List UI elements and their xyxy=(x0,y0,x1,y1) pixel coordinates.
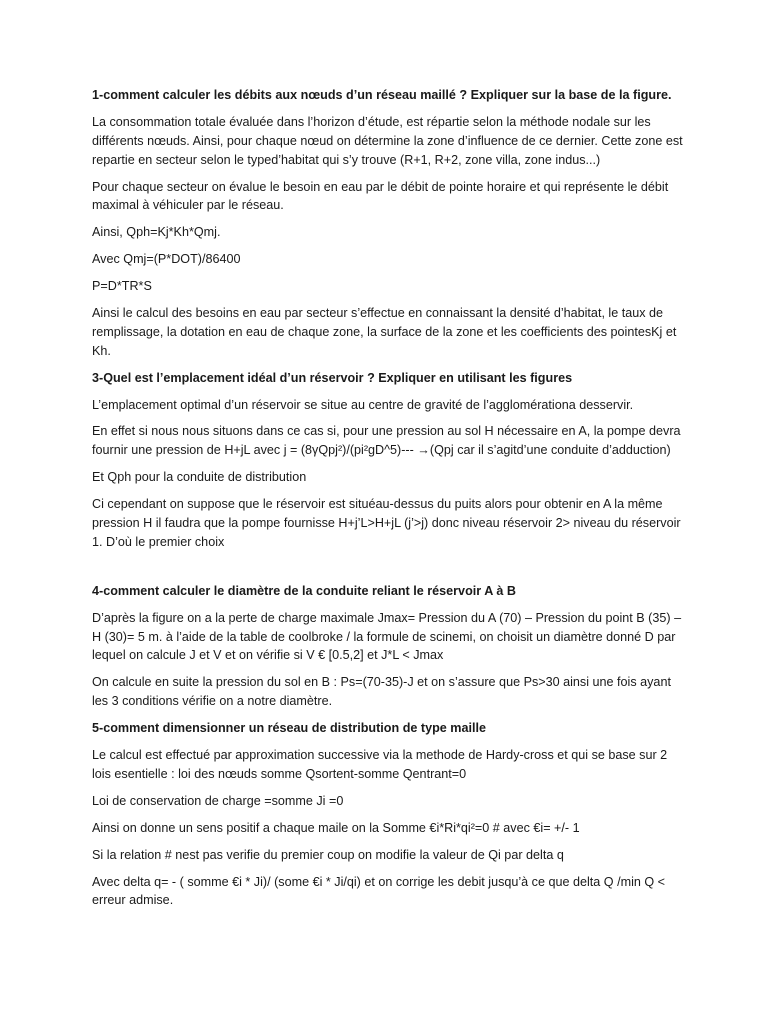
formula-qph: Ainsi, Qph=Kj*Kh*Qmj. xyxy=(92,225,221,240)
question-5-paragraph: Loi de conservation de charge =somme Ji =0 xyxy=(92,793,344,808)
question-3-paragraph: En effet si nous nous situons dans ce cas si, pour une pression au sol H nécessaire en A, la pompe devra fournir une pression de H+jL avec j = (8γQpj²)/(pi²gD^5)--- →(Qpj car il s’agitd’une conduite d’adduction) xyxy=(92,424,681,458)
question-3-paragraph: L’emplacement optimal d’un réservoir se situe au centre de gravité de l’agglomérationa desservir. xyxy=(92,397,634,412)
question-4-title: 4-comment calculer le diamètre de la conduite reliant le réservoir A à B xyxy=(92,583,516,598)
question-3-title: 3-Quel est l’emplacement idéal d’un réservoir ? Expliquer en utilisant les figures xyxy=(92,370,573,385)
question-5-title: 5-comment dimensionner un réseau de distribution de type maille xyxy=(92,721,486,736)
question-1-paragraph: Ainsi le calcul des besoins en eau par secteur s’effectue en connaissant la densité d’habitat, le taux de remplissage, la dotation en eau de chaque zone, la surface de la zone et les coefficients des pointesKj et Kh. xyxy=(92,306,677,358)
question-3-paragraph: Et Qph pour la conduite de distribution xyxy=(92,470,307,485)
question-5-paragraph: Avec delta q= - ( somme €i * Ji)/ (some €i * Ji/qi) et on corrige les debit jusqu’à ce que delta Q /min Q < erreur admise. xyxy=(92,874,666,908)
formula-qmj: Avec Qmj=(P*DOT)/86400 xyxy=(92,252,241,267)
question-4-paragraph: On calcule en suite la pression du sol en B : Ps=(70-35)-J et on s’assure que Ps>30 ainsi une fois ayant les 3 conditions vérifie on a notre diamètre. xyxy=(92,675,671,709)
question-5-paragraph: Ainsi on donne un sens positif a chaque maile on la Somme €i*Ri*qi²=0 # avec €i= +/- 1 xyxy=(92,820,580,835)
question-1-paragraph: Pour chaque secteur on évalue le besoin en eau par le débit de pointe horaire et qui représente le débit maximal à véhiculer par le réseau. xyxy=(92,179,669,213)
section-spacer xyxy=(92,560,686,582)
question-5-paragraph: Le calcul est effectué par approximation successive via la methode de Hardy-cross et qui se base sur 2 lois esentielle : loi des nœuds somme Qsortent-somme Qentrant=0 xyxy=(92,748,668,781)
question-1-title: 1-comment calculer les débits aux nœuds d’un réseau maillé ? Expliquer sur la base de la figure. xyxy=(92,88,672,102)
question-5-paragraph: Si la relation # nest pas verifie du premier coup on modifie la valeur de Qi par delta q xyxy=(92,847,564,862)
question-4-paragraph: D’après la figure on a la perte de charge maximale Jmax= Pression du A (70) – Pression du point B (35) – H (30)= 5 m. à l’aide de la table de coolbroke / la formule de scinemi, on choisit un diamètre donné D par lequel on calcule J et V et on vérifie si V € [0.5,2] et J*L < Jmax xyxy=(92,610,682,663)
formula-p: P=D*TR*S xyxy=(92,279,152,294)
question-3-paragraph: Ci cependant on suppose que le réservoir est situéau-dessus du puits alors pour obtenir en A la même pression H il faudra que la pompe fournisse H+j’L>H+jL (j’>j) donc niveau réservoir 2> niveau du réservoir 1. D’où le premier choix xyxy=(92,497,681,549)
question-1-paragraph: La consommation totale évaluée dans l’horizon d’étude, est répartie selon la méthode nodale sur les différents nœuds. Ainsi, pour chaque nœud on détermine la zone d’influence de ce dernier. Cette zone est repartie en secteur selon le typed’habitat qui s’y trouve (R+1, R+2, zone villa, zone indus...) xyxy=(92,114,683,167)
